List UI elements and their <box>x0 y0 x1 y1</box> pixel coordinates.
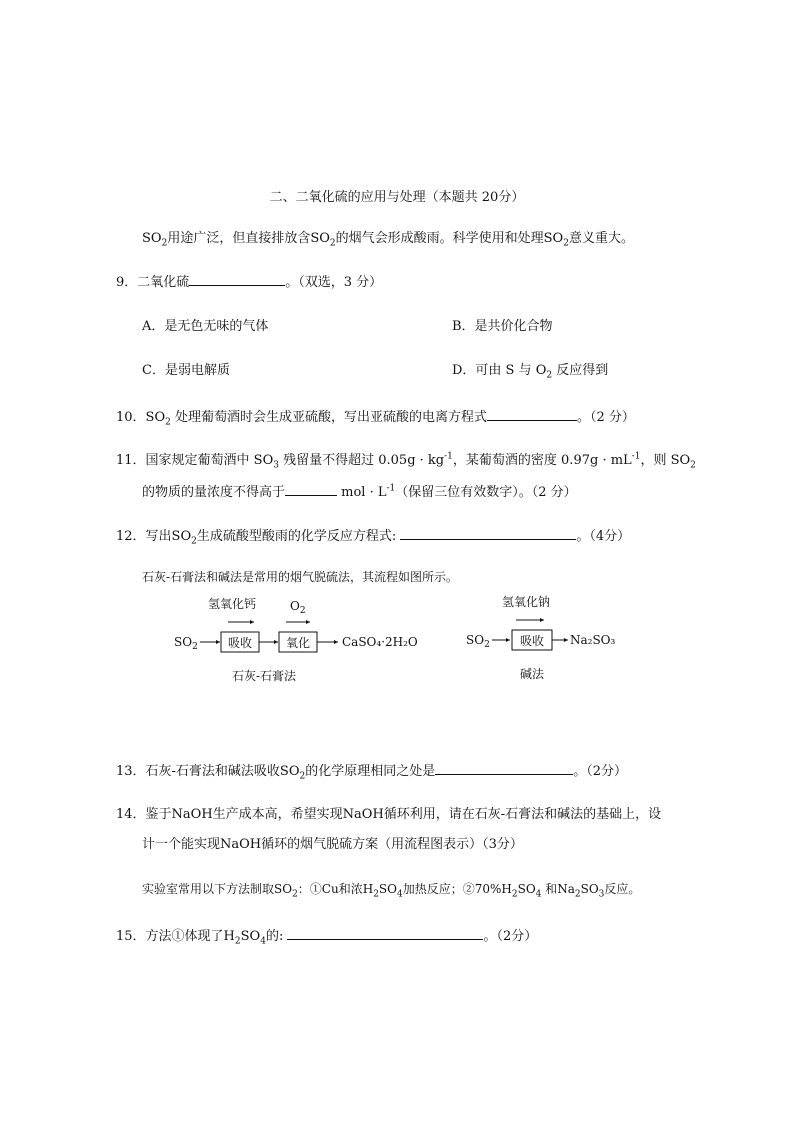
option-b: B．是共价化合物 <box>452 319 553 334</box>
flow-intro: 石灰-石膏法和碱法是常用的烟气脱硫法，其流程如图所示。 <box>142 570 459 584</box>
box-oxidize-label: 氧化 <box>286 636 311 650</box>
answer-blank[interactable] <box>189 272 285 286</box>
caption-alkali: 碱法 <box>520 667 545 681</box>
question-15: 15．方法①体现了$H_2SO_4$的: 。（2分） <box>116 926 537 946</box>
question-9: 9．二氧化硫 。（双选，3 分） <box>116 272 382 292</box>
reagent-calcium-hydroxide: 氢氧化钙 <box>208 597 257 611</box>
flowchart-alkali <box>462 594 662 694</box>
option-c: C．是弱电解质 <box>142 363 230 378</box>
caption-lime-gypsum: 石灰-石膏法 <box>232 669 297 683</box>
start-so2: $SO_2$ <box>174 635 198 652</box>
question-11-line2: 的物质的量浓度不得高于 mol · $L^{-1}$（保留三位有效数字）。（2 分） <box>142 483 577 500</box>
lab-methods: 实验室常用以下方法制取$SO_2$：①Cu和浓$H_2SO_4$加热反应；$②70\%H_2SO_4$ 和$Na_2SO_3$反应。 <box>142 882 641 900</box>
option-a: A．是无色无味的气体 <box>142 319 269 334</box>
question-12: 12．写出$SO_2$生成硫酸型酸雨的化学反应方程式: 。（4分） <box>116 526 630 546</box>
question-13: 13．石灰-石膏法和碱法吸收$SO_2$的化学原理相同之处是 。（2分） <box>116 761 627 781</box>
flowchart-lime-gypsum <box>170 594 430 694</box>
box-absorb-label: 吸收 <box>520 634 545 648</box>
answer-blank[interactable] <box>285 482 337 496</box>
question-14: 14．鉴于NaOH生产成本高，希望实现NaOH循环利用，请在石灰-石膏法和碱法的基础上，设 <box>116 807 662 822</box>
reagent-oxygen: $O_2$ <box>290 599 306 616</box>
question-14-line2: 计一个能实现NaOH循环的烟气脱硫方案（用流程图表示）（3分） <box>142 837 523 852</box>
product-sodium-sulfite: Na₂SO₃ <box>570 633 616 647</box>
intro-text: $SO_2$用途广泛，但直接排放含$SO_2$的烟气会形成酸雨。科学使用和处理$SO_2$意义重大。 <box>142 231 634 249</box>
answer-blank[interactable] <box>435 761 573 775</box>
section-title: 二、二氧化硫的应用与处理（本题共 20分） <box>269 190 525 205</box>
answer-blank[interactable] <box>487 407 577 421</box>
option-d: D．可由 S 与 $O_2$ 反应得到 <box>452 363 609 381</box>
product-gypsum: CaSO₄·2H₂O <box>342 635 418 649</box>
reagent-sodium-hydroxide: 氢氧化钠 <box>502 595 551 609</box>
box-absorb-label: 吸收 <box>228 636 253 650</box>
answer-blank[interactable] <box>400 526 576 540</box>
question-10: 10．$SO_2$ 处理葡萄酒时会生成亚硫酸，写出亚硫酸的电离方程式 。（2 分） <box>116 407 635 427</box>
question-11: 11．国家规定葡萄酒中 $SO_3$ 残留量不得超过 $0.05g \cdot kg^{-1}$，某葡萄酒的密度 $0.97g \cdot mL^{-1}$，则 $SO_2$ <box>116 451 696 471</box>
answer-blank[interactable] <box>287 926 483 940</box>
start-so2: $SO_2$ <box>466 633 490 650</box>
